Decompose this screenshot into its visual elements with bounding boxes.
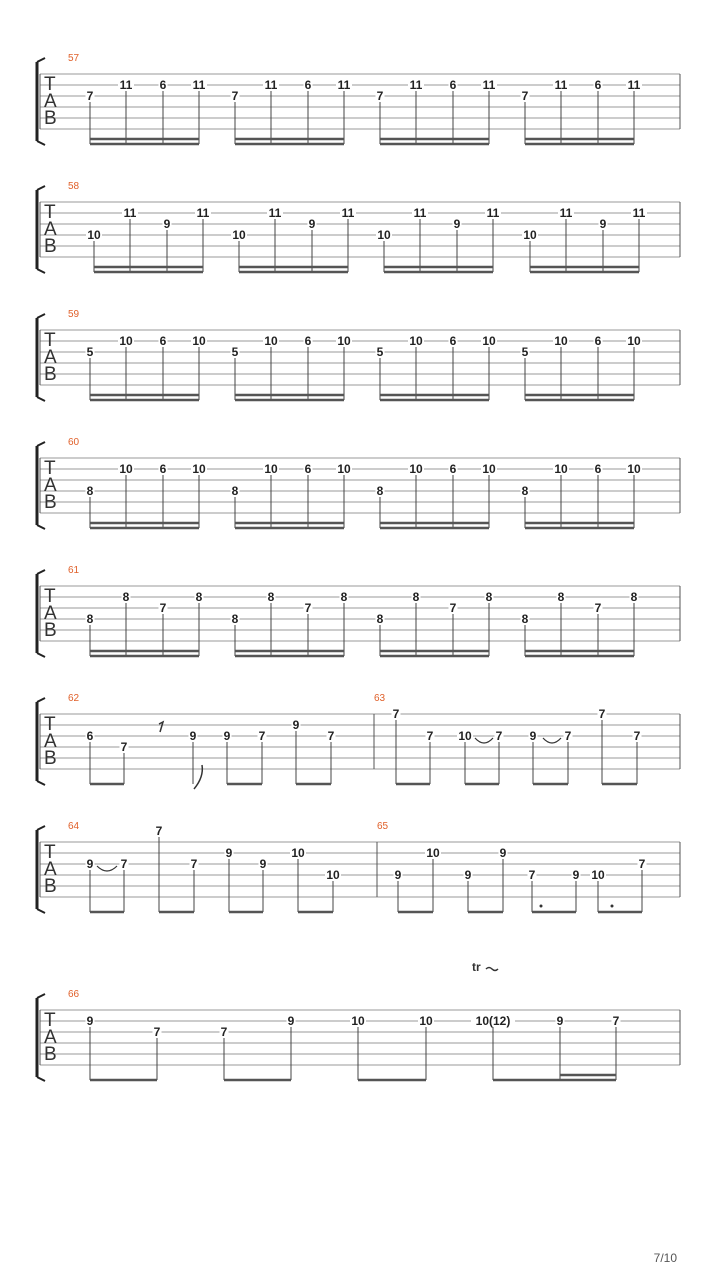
tab-system [37,309,680,401]
fret-number: 11 [192,78,206,92]
systems-layer [37,53,680,1081]
tab-clef-letter: T [44,586,56,607]
bracket-top-hook [37,442,45,446]
fret-number: 10 [264,462,278,476]
tab-clef-letter: T [44,202,56,223]
tab-system [37,960,680,1081]
fret-number: 6 [86,729,94,743]
fret-number: 10(12) [475,1014,511,1028]
fret-number: 5 [86,345,94,359]
fret-number: 8 [231,484,239,498]
bracket-bottom-hook [37,653,45,657]
fret-number: 6 [449,334,457,348]
bracket-bottom-hook [37,397,45,401]
fret-number: 8 [340,590,348,604]
tab-clef-letter: T [44,458,56,479]
fret-number: 7 [426,729,434,743]
fret-number: 7 [612,1014,620,1028]
fret-number: 10 [523,228,537,242]
fret-number: 7 [495,729,503,743]
bracket-top-hook [37,58,45,62]
fret-number: 7 [521,89,529,103]
fret-number: 9 [529,729,537,743]
tab-clef-letter: T [44,1010,56,1031]
fret-number: 7 [220,1025,228,1039]
fret-number: 7 [564,729,572,743]
fret-number: 9 [308,217,316,231]
fret-number: 7 [120,857,128,871]
fret-number: 9 [453,217,461,231]
tab-system [37,53,680,145]
bracket-bottom-hook [37,1077,45,1081]
tab-clef-letter: A [44,1027,57,1048]
bracket-top-hook [37,186,45,190]
bracket-top-hook [37,570,45,574]
tab-clef-letter: A [44,859,57,880]
fret-number: 9 [499,846,507,860]
fret-number: 7 [86,89,94,103]
fret-number: 11 [627,78,641,92]
fret-number: 7 [598,707,606,721]
fret-number: 8 [195,590,203,604]
fret-number: 10 [482,334,496,348]
dot [540,905,543,908]
fret-number: 10 [426,846,440,860]
dot [611,905,614,908]
fret-number: 10 [351,1014,365,1028]
fret-number: 10 [409,462,423,476]
tab-clef-letter: A [44,91,57,112]
fret-number: 9 [189,729,197,743]
fret-number: 8 [376,484,384,498]
fret-number: 10 [458,729,472,743]
tab-clef-letter: A [44,475,57,496]
bar-number: 64 [68,821,80,832]
fret-number: 10 [337,334,351,348]
fret-number: 11 [123,206,137,220]
fret-number: 10 [419,1014,433,1028]
tab-system [37,565,680,657]
tab-clef-letter: B [44,1044,57,1065]
fret-number: 10 [482,462,496,476]
tab-clef-letter: B [44,236,57,257]
fret-number: 8 [557,590,565,604]
fret-number: 8 [485,590,493,604]
bar-number: 59 [68,309,80,320]
fret-number: 8 [267,590,275,604]
tab-clef-letter: A [44,219,57,240]
rest-symbol [159,722,163,732]
fret-number: 7 [159,601,167,615]
tab-system [37,693,680,789]
fret-number: 7 [190,857,198,871]
fret-number: 6 [159,78,167,92]
fret-number: 10 [627,462,641,476]
fret-number: 6 [304,334,312,348]
fret-number: 9 [394,868,402,882]
trill-mark: tr [472,960,481,974]
fret-number: 11 [482,78,496,92]
fret-number: 8 [376,612,384,626]
fret-number: 7 [231,89,239,103]
fret-number: 8 [521,484,529,498]
tab-clef-letter: A [44,603,57,624]
fret-number: 10 [192,462,206,476]
fret-number: 9 [556,1014,564,1028]
bar-number: 60 [68,437,80,448]
fret-number: 10 [291,846,305,860]
fret-number: 6 [594,334,602,348]
fret-number: 10 [554,462,568,476]
bracket-top-hook [37,826,45,830]
fret-number: 10 [554,334,568,348]
bracket-bottom-hook [37,269,45,273]
fret-number: 11 [409,78,423,92]
tab-clef-letter: B [44,108,57,129]
tab-system [37,437,680,529]
fret-number: 10 [337,462,351,476]
fret-number: 7 [376,89,384,103]
fret-number: 5 [231,345,239,359]
bar-number: 58 [68,181,80,192]
bracket-bottom-hook [37,781,45,785]
fret-number: 7 [633,729,641,743]
fret-number: 9 [223,729,231,743]
bar-number: 63 [374,693,386,704]
fret-number: 8 [231,612,239,626]
fret-number: 7 [155,824,163,838]
bracket-top-hook [37,698,45,702]
fret-number: 10 [409,334,423,348]
fret-number: 7 [120,740,128,754]
tab-system [37,181,680,273]
fret-number: 10 [627,334,641,348]
fret-number: 5 [521,345,529,359]
bracket-bottom-hook [37,525,45,529]
fret-number: 9 [259,857,267,871]
tab-clef-letter: T [44,714,56,735]
fret-number: 9 [572,868,580,882]
fret-number: 11 [341,206,355,220]
fret-number: 9 [292,718,300,732]
fret-number: 9 [86,857,94,871]
bar-number: 62 [68,693,80,704]
fret-number: 7 [392,707,400,721]
fret-number: 10 [87,228,101,242]
fret-number: 6 [304,462,312,476]
tab-clef-letter: B [44,620,57,641]
fret-number: 10 [119,462,133,476]
fret-number: 9 [86,1014,94,1028]
fret-number: 11 [413,206,427,220]
tab-clef-letter: B [44,876,57,897]
fret-number: 8 [521,612,529,626]
trill-wave [486,968,498,971]
fret-number: 8 [122,590,130,604]
fret-number: 6 [449,78,457,92]
fret-number: 11 [196,206,210,220]
fret-number: 6 [449,462,457,476]
tab-clef-letter: B [44,492,57,513]
fret-number: 9 [163,217,171,231]
fret-number: 11 [337,78,351,92]
fret-number: 6 [304,78,312,92]
fret-number: 7 [304,601,312,615]
fret-number: 8 [86,484,94,498]
fret-number: 10 [326,868,340,882]
fret-number: 10 [377,228,391,242]
fret-number: 10 [232,228,246,242]
fret-number: 7 [638,857,646,871]
fret-number: 7 [327,729,335,743]
fret-number: 9 [464,868,472,882]
fret-number: 10 [591,868,605,882]
bar-number: 57 [68,53,80,64]
fret-number: 11 [119,78,133,92]
tab-clef-letter: B [44,748,57,769]
bracket-top-hook [37,994,45,998]
fret-number: 9 [287,1014,295,1028]
bar-number: 65 [377,821,389,832]
bracket-bottom-hook [37,909,45,913]
fret-number: 11 [559,206,573,220]
fret-number: 9 [225,846,233,860]
slur [97,866,117,871]
fret-number: 8 [630,590,638,604]
tab-system [37,821,680,913]
fret-number: 8 [86,612,94,626]
fret-number: 7 [528,868,536,882]
fret-number: 11 [264,78,278,92]
fret-number: 7 [594,601,602,615]
bracket-top-hook [37,314,45,318]
bar-number: 66 [68,989,80,1000]
slur [475,738,493,743]
fret-number: 11 [632,206,646,220]
fret-number: 11 [486,206,500,220]
fret-number: 8 [412,590,420,604]
fret-number: 7 [449,601,457,615]
slur [543,738,561,743]
tab-clef-letter: A [44,347,57,368]
tab-clef-letter: A [44,731,57,752]
page-indicator: 7/10 [653,1251,677,1265]
fret-number: 7 [258,729,266,743]
fret-number: 11 [268,206,282,220]
fret-number: 11 [554,78,568,92]
fret-number: 10 [264,334,278,348]
tab-clef-letter: T [44,842,56,863]
tab-clef-letter: T [44,74,56,95]
fret-number: 5 [376,345,384,359]
bracket-bottom-hook [37,141,45,145]
fret-number: 6 [159,462,167,476]
fret-number: 9 [599,217,607,231]
fret-number: 7 [153,1025,161,1039]
tab-clef-letter: B [44,364,57,385]
fret-number: 6 [594,462,602,476]
bar-number: 61 [68,565,80,576]
fret-number: 6 [159,334,167,348]
tab-clef-letter: T [44,330,56,351]
fret-number: 10 [192,334,206,348]
fret-number: 6 [594,78,602,92]
fret-number: 10 [119,334,133,348]
